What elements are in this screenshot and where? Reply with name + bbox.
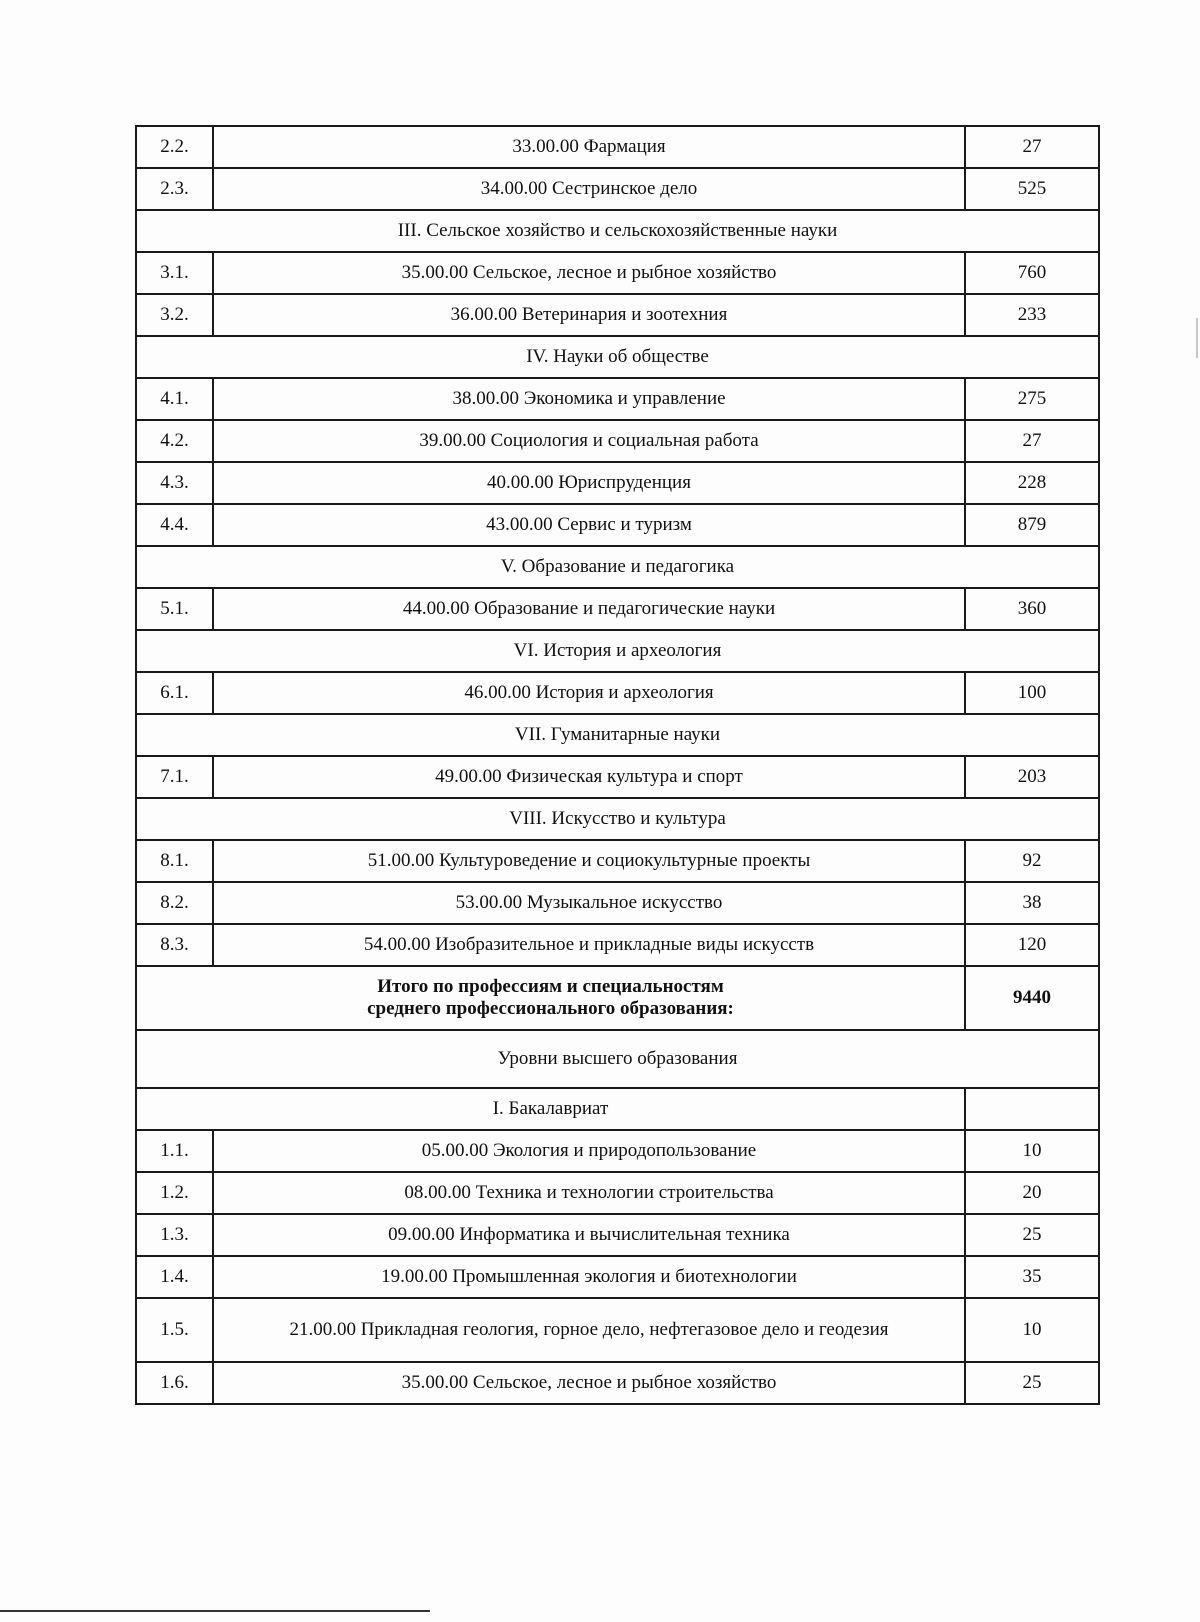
table-body <box>136 126 1099 1404</box>
specialty-name: 08.00.00 Техника и технологии строительства <box>213 1172 965 1214</box>
row-number: 1.6. <box>136 1362 213 1404</box>
table-row <box>136 756 1099 798</box>
total-label <box>136 966 965 1030</box>
table-row <box>136 378 1099 420</box>
row-number: 1.4. <box>136 1256 213 1298</box>
row-number: 8.1. <box>136 840 213 882</box>
row-number: 1.3. <box>136 1214 213 1256</box>
table-row <box>136 1172 1099 1214</box>
bachelor-section-title: I. Бакалавриат <box>136 1088 965 1130</box>
specialty-name: 46.00.00 История и археология <box>213 672 965 714</box>
specialty-name: 34.00.00 Сестринское дело <box>213 168 965 210</box>
table-row <box>136 462 1099 504</box>
total-row <box>136 966 1099 1030</box>
row-number: 4.2. <box>136 420 213 462</box>
bachelor-section-value <box>965 1088 1099 1130</box>
row-value: 35 <box>965 1256 1099 1298</box>
row-number: 1.2. <box>136 1172 213 1214</box>
table-row <box>136 420 1099 462</box>
table-row <box>136 1362 1099 1404</box>
table-row <box>136 588 1099 630</box>
row-value: 25 <box>965 1362 1099 1404</box>
specialty-name: 35.00.00 Сельское, лесное и рыбное хозяйство <box>213 1362 965 1404</box>
table-row <box>136 504 1099 546</box>
higher-education-row <box>136 1030 1099 1088</box>
row-number: 7.1. <box>136 756 213 798</box>
row-value: 233 <box>965 294 1099 336</box>
row-number: 4.3. <box>136 462 213 504</box>
row-number: 8.3. <box>136 924 213 966</box>
specialty-name: 35.00.00 Сельское, лесное и рыбное хозяйство <box>213 252 965 294</box>
row-value: 38 <box>965 882 1099 924</box>
total-value: 9440 <box>965 966 1099 1030</box>
row-value: 27 <box>965 420 1099 462</box>
row-number: 8.2. <box>136 882 213 924</box>
row-value: 20 <box>965 1172 1099 1214</box>
section-row <box>136 546 1099 588</box>
row-value: 879 <box>965 504 1099 546</box>
row-value: 100 <box>965 672 1099 714</box>
row-value: 92 <box>965 840 1099 882</box>
table-row <box>136 252 1099 294</box>
specialty-name: 51.00.00 Культуроведение и социокультурные проекты <box>213 840 965 882</box>
table-row <box>136 840 1099 882</box>
section-row <box>136 210 1099 252</box>
specialty-name: 43.00.00 Сервис и туризм <box>213 504 965 546</box>
table-row <box>136 882 1099 924</box>
table-row <box>136 1130 1099 1172</box>
section-row <box>136 336 1099 378</box>
specialty-name: 44.00.00 Образование и педагогические науки <box>213 588 965 630</box>
row-value: 760 <box>965 252 1099 294</box>
specialties-table <box>135 125 1100 1405</box>
row-value: 275 <box>965 378 1099 420</box>
row-number: 5.1. <box>136 588 213 630</box>
row-number: 1.5. <box>136 1298 213 1362</box>
bachelor-section-row <box>136 1088 1099 1130</box>
total-label-line1: Итого по профессиям и специальностям <box>377 976 724 997</box>
specialty-name: 36.00.00 Ветеринария и зоотехния <box>213 294 965 336</box>
section-title: VIII. Искусство и культура <box>136 798 1099 840</box>
specialty-name: 33.00.00 Фармация <box>213 126 965 168</box>
row-number: 3.2. <box>136 294 213 336</box>
row-value: 360 <box>965 588 1099 630</box>
row-value: 10 <box>965 1298 1099 1362</box>
section-title: VI. История и археология <box>136 630 1099 672</box>
specialty-name: 19.00.00 Промышленная экология и биотехнологии <box>213 1256 965 1298</box>
table-row <box>136 672 1099 714</box>
specialty-name: 39.00.00 Социология и социальная работа <box>213 420 965 462</box>
specialty-name: 54.00.00 Изобразительное и прикладные виды искусств <box>213 924 965 966</box>
section-title: VII. Гуманитарные науки <box>136 714 1099 756</box>
row-number: 3.1. <box>136 252 213 294</box>
section-title: III. Сельское хозяйство и сельскохозяйственные науки <box>136 210 1099 252</box>
row-value: 27 <box>965 126 1099 168</box>
row-number: 2.3. <box>136 168 213 210</box>
section-row <box>136 630 1099 672</box>
row-value: 228 <box>965 462 1099 504</box>
row-number: 1.1. <box>136 1130 213 1172</box>
higher-education-title: Уровни высшего образования <box>136 1030 1099 1088</box>
table-row <box>136 126 1099 168</box>
specialty-name: 49.00.00 Физическая культура и спорт <box>213 756 965 798</box>
specialty-name: 05.00.00 Экология и природопользование <box>213 1130 965 1172</box>
section-row <box>136 798 1099 840</box>
table-row <box>136 168 1099 210</box>
specialty-name: 09.00.00 Информатика и вычислительная техника <box>213 1214 965 1256</box>
section-title: V. Образование и педагогика <box>136 546 1099 588</box>
row-number: 2.2. <box>136 126 213 168</box>
table-row <box>136 1298 1099 1362</box>
specialty-name: 40.00.00 Юриспруденция <box>213 462 965 504</box>
row-number: 6.1. <box>136 672 213 714</box>
total-label-line2: среднего профессионального образования: <box>367 998 734 1019</box>
row-value: 25 <box>965 1214 1099 1256</box>
table-row <box>136 294 1099 336</box>
specialty-name: 21.00.00 Прикладная геология, горное дело, нефтегазовое дело и геодезия <box>213 1298 965 1362</box>
row-value: 10 <box>965 1130 1099 1172</box>
table-row <box>136 1256 1099 1298</box>
table-row <box>136 1214 1099 1256</box>
table-row <box>136 924 1099 966</box>
section-title: IV. Науки об обществе <box>136 336 1099 378</box>
scan-edge-mark <box>1196 318 1198 358</box>
section-row <box>136 714 1099 756</box>
specialty-name: 38.00.00 Экономика и управление <box>213 378 965 420</box>
row-number: 4.4. <box>136 504 213 546</box>
row-value: 525 <box>965 168 1099 210</box>
row-number: 4.1. <box>136 378 213 420</box>
specialty-name: 53.00.00 Музыкальное искусство <box>213 882 965 924</box>
row-value: 203 <box>965 756 1099 798</box>
scan-edge-line <box>0 1610 430 1612</box>
row-value: 120 <box>965 924 1099 966</box>
